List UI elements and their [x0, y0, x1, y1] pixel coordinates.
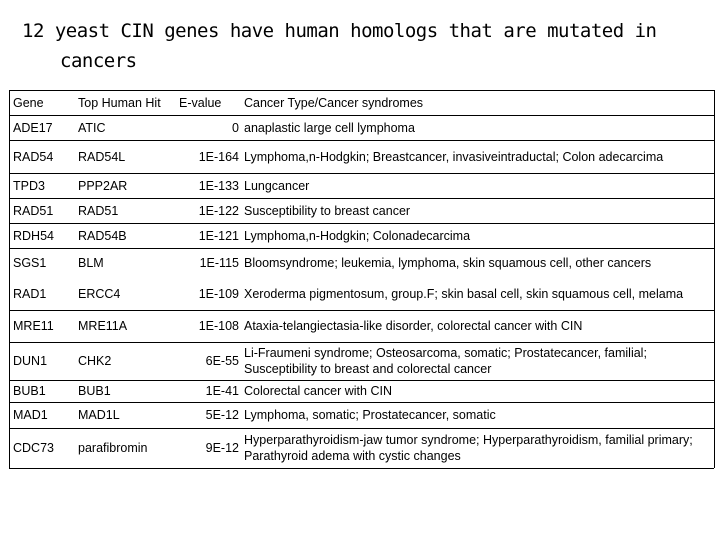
row-divider: [9, 198, 714, 199]
cancer-type-cell-text: Xeroderma pigmentosum, group.F; skin basal cell, skin squamous cell, melama: [244, 287, 684, 301]
cancer-type-cell: [244, 342, 698, 380]
top-hit-cell-text: ERCC4: [78, 287, 121, 301]
top-hit-cell-text: ATIC: [78, 120, 106, 135]
evalue-cell-text: 1E-109: [198, 287, 239, 301]
top-hit-cell-text: BUB1: [78, 384, 111, 398]
row-divider: [9, 90, 714, 91]
row-divider: [9, 173, 714, 174]
cancer-type-cell-text: Ataxia-telangiectasia-like disorder, colorectal cancer with CIN: [244, 319, 583, 333]
row-divider: [9, 428, 714, 429]
top-hit-cell: [78, 173, 175, 198]
cancer-type-cell-text: Colorectal cancer with CIN: [244, 384, 392, 398]
title-line-2: cancers: [60, 50, 137, 72]
evalue-cell-text: 1E-41: [205, 384, 239, 398]
evalue-cell-text: 1E-121: [198, 228, 239, 243]
table-border: [9, 90, 10, 468]
row-divider: [9, 380, 714, 381]
evalue-cell: [179, 140, 239, 173]
gene-cell: [13, 310, 66, 342]
cancer-type-cell-text: Lymphoma, somatic; Prostatecancer, somatic: [244, 408, 496, 422]
cancer-type-cell-text: Susceptibility to breast cancer: [244, 203, 411, 218]
evalue-cell: [179, 248, 239, 278]
top-hit-cell: [78, 140, 175, 173]
top-hit-cell: [78, 342, 175, 380]
header-cell: [244, 90, 698, 115]
cancer-type-cell: [244, 248, 698, 278]
evalue-cell: [179, 115, 239, 140]
row-divider: [9, 402, 714, 403]
title-line-1: 12 yeast CIN genes have human homologs that are mutated in: [22, 20, 657, 42]
cancer-type-cell: [244, 140, 698, 173]
cancer-type-cell-text: Lymphoma,n-Hodgkin; Breastcancer, invasiveintraductal; Colon adecarcima: [244, 149, 664, 164]
top-hit-cell: [78, 428, 175, 468]
row-divider: [9, 115, 714, 116]
gene-cell: [13, 173, 66, 198]
top-hit-cell-text: RAD54L: [78, 149, 126, 164]
top-hit-cell: [78, 223, 175, 248]
gene-cell-text: CDC73: [13, 441, 54, 455]
top-hit-cell: [78, 198, 175, 223]
cancer-type-cell: [244, 278, 698, 310]
gene-cell-text: MAD1: [13, 408, 48, 422]
top-hit-cell-text: CHK2: [78, 354, 112, 368]
gene-cell: [13, 380, 66, 402]
top-hit-cell: [78, 310, 175, 342]
cancer-type-cell: [244, 380, 698, 402]
cancer-type-cell: [244, 198, 698, 223]
slide-title: [22, 16, 682, 76]
top-hit-cell: [78, 115, 175, 140]
top-hit-cell: [78, 248, 175, 278]
evalue-cell-text: 9E-12: [205, 441, 239, 455]
gene-cell: [13, 342, 66, 380]
cancer-type-cell: [244, 402, 698, 428]
cancer-type-cell: [244, 223, 698, 248]
evalue-cell: [179, 173, 239, 198]
top-hit-cell-text: MAD1L: [78, 408, 120, 422]
gene-cell-text: RAD1: [13, 287, 47, 301]
gene-cell-text: RDH54: [13, 228, 54, 243]
top-hit-cell: [78, 278, 175, 310]
header-cell-text: Top Human Hit: [78, 95, 161, 110]
table-border: [714, 90, 715, 468]
evalue-cell-text: 1E-108: [198, 319, 239, 333]
header-cell: [78, 90, 175, 115]
evalue-cell-text: 5E-12: [205, 408, 239, 422]
top-hit-cell-text: PPP2AR: [78, 178, 128, 193]
header-cell-text: E-value: [179, 95, 222, 110]
top-hit-cell: [78, 380, 175, 402]
evalue-cell-text: 1E-164: [198, 149, 239, 164]
evalue-cell-text: 1E-115: [199, 256, 239, 270]
evalue-cell: [179, 402, 239, 428]
cin-genes-table: [9, 90, 714, 468]
gene-cell-text: RAD51: [13, 203, 54, 218]
evalue-cell: [179, 198, 239, 223]
cancer-type-cell: [244, 428, 698, 468]
cancer-type-cell-text: Li-Fraumeni syndrome; Osteosarcoma, somatic; Prostatecancer, familial; Susceptibility to breast and colorectal cancer: [244, 346, 647, 376]
gene-cell: [13, 140, 66, 173]
gene-cell: [13, 115, 66, 140]
cancer-type-cell-text: anaplastic large cell lymphoma: [244, 120, 415, 135]
header-cell-text: Cancer Type/Cancer syndromes: [244, 95, 424, 110]
evalue-cell: [179, 310, 239, 342]
row-divider: [9, 310, 714, 311]
cancer-type-cell-text: Bloomsyndrome; leukemia, lymphoma, skin squamous cell, other cancers: [244, 256, 652, 270]
gene-cell: [13, 198, 66, 223]
header-cell-text: Gene: [13, 95, 44, 110]
gene-cell: [13, 278, 66, 310]
row-divider: [9, 248, 714, 249]
gene-cell-text: SGS1: [13, 256, 47, 270]
gene-cell-text: ADE17: [13, 120, 53, 135]
row-divider: [9, 223, 714, 224]
row-divider: [9, 342, 714, 343]
gene-cell-text: TPD3: [13, 178, 45, 193]
gene-cell: [13, 248, 66, 278]
cancer-type-cell: [244, 310, 698, 342]
row-divider: [9, 140, 714, 141]
row-divider: [9, 468, 714, 469]
top-hit-cell: [78, 402, 175, 428]
top-hit-cell-text: parafibromin: [78, 441, 148, 455]
cancer-type-cell-text: Lungcancer: [244, 178, 310, 193]
evalue-cell: [179, 428, 239, 468]
gene-cell-text: RAD54: [13, 149, 54, 164]
evalue-cell: [179, 380, 239, 402]
evalue-cell: [179, 223, 239, 248]
top-hit-cell-text: BLM: [78, 256, 104, 270]
evalue-cell: [179, 342, 239, 380]
evalue-cell-text: 1E-122: [198, 203, 239, 218]
header-cell: [179, 90, 239, 115]
gene-cell: [13, 428, 66, 468]
header-cell: [13, 90, 66, 115]
evalue-cell-text: 6E-55: [205, 354, 239, 368]
gene-cell: [13, 223, 66, 248]
cancer-type-cell: [244, 173, 698, 198]
top-hit-cell-text: RAD54B: [78, 228, 127, 243]
gene-cell-text: MRE11: [13, 319, 54, 333]
evalue-cell-text: 1E-133: [198, 178, 239, 193]
gene-cell: [13, 402, 66, 428]
cancer-type-cell: [244, 115, 698, 140]
evalue-cell-text: 0: [232, 120, 239, 135]
gene-cell-text: BUB1: [13, 384, 46, 398]
top-hit-cell-text: RAD51: [78, 203, 119, 218]
top-hit-cell-text: MRE11A: [78, 319, 128, 333]
evalue-cell: [179, 278, 239, 310]
cancer-type-cell-text: Hyperparathyroidism-jaw tumor syndrome; Hyperparathyroidism, familial primary; Parathyroid adema with cystic changes: [244, 433, 693, 463]
gene-cell-text: DUN1: [13, 354, 48, 368]
cancer-type-cell-text: Lymphoma,n-Hodgkin; Colonadecarcima: [244, 228, 471, 243]
